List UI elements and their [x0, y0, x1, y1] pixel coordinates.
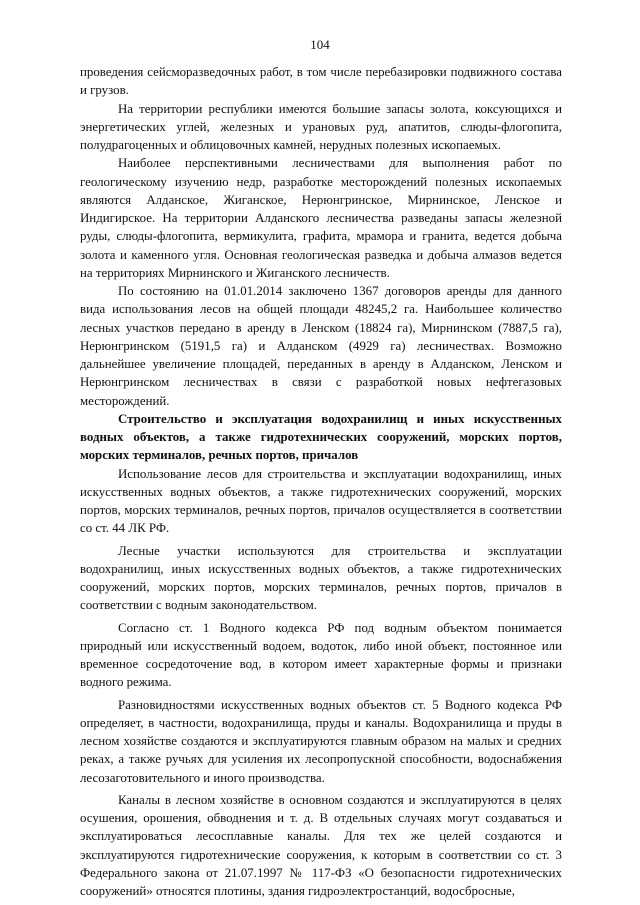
paragraph-water-code-art5: Разновидностями искусственных водных объектов ст. 5 Водного кодекса РФ определяет, в частности, водохранилища, пруды и каналы. Водохранилища и пруды в лесном хозяйстве создаются и эксплуатируются главным образом на малых и средних реках, а также ручьях для усиления их лесопропускной способности, водоснабжения лесозаготовительного и иного производства.	[80, 697, 562, 785]
paragraph-promising-forestries: Наиболее перспективными лесничествами для выполнения работ по геологическому изучению недр, разработке месторождений полезных ископаемых являются Алданское, Жиганское, Нерюнгринское, Мирнинское, Ленское и Индигирское. На территории Алданского лесничества разведаны запасы железной руды, слюды-флогопита, вермикулита, графита, мрамора и гранита, ведется добыча золота и каменного угля. Основная геологическая разведка и добыча алмазов ведется на территориях Мирнинского и Жиганского лесничеств.	[80, 156, 562, 280]
document-body	[80, 63, 562, 900]
paragraph-water-code-art1: Согласно ст. 1 Водного кодекса РФ под водным объектом понимается природный или искусственный водоем, водоток, либо иной объект, постоянное или временное сосредоточение вод, в котором имеет характерные формы и признаки водного режима.	[80, 620, 562, 690]
paragraph-mineral-resources: На территории республики имеются большие запасы золота, коксующихся и энергетических углей, железных и урановых руд, апатитов, слюды-флогопита, полудрагоценных и облицовочных камней, нерудных полезных ископаемых.	[80, 101, 562, 152]
section-heading-reservoirs: Строительство и эксплуатация водохранилищ и иных искусственных водных объектов, а также гидротехнических сооружений, морских портов, морских терминалов, речных портов, причалов	[80, 411, 562, 463]
paragraph-continuation: проведения сейсморазведочных работ, в том числе перебазировки подвижного состава и грузов.	[80, 65, 562, 98]
paragraph-forest-use-reservoirs: Использование лесов для строительства и эксплуатации водохранилищ, иных искусственных водных объектов, а также гидротехнических сооружений, морских портов, морских терминалов, речных портов, причалов осуществляется в соответствии со ст. 44 ЛК РФ.	[80, 466, 562, 536]
paragraph-canals: Каналы в лесном хозяйстве в основном создаются и эксплуатируются в целях осушения, орошения, обводнения и т. д. В отдельных случаях могут создаваться и эксплуатироваться лесосплавные каналы. Для тех же целей создаются и эксплуатируются гидротехнические сооружения, к которым в соответствии со ст. 3 Федерального закона от 21.07.1997 № 117-ФЗ «О безопасности гидротехнических сооружений» относятся плотины, здания гидроэлектростанций, водосбросные,	[80, 792, 562, 898]
paragraph-lease-statistics: По состоянию на 01.01.2014 заключено 1367 договоров аренды для данного вида использования лесов на общей площади 48245,2 га. Наибольшее количество лесных участков передано в аренду в Ленском (18824 га), Мирнинском (7887,5 га), Нерюнгринском (5191,5 га) и Алданском (4929 га) лесничествах. Возможно дальнейшее увеличение площадей, переданных в аренду в Алданском, Ленском и Нерюнгринском лесничествах в связи с разработкой новых нефтегазовых месторождений.	[80, 284, 562, 408]
page-number: 104	[310, 37, 330, 52]
paragraph-forest-plots: Лесные участки используются для строительства и эксплуатации водохранилищ, иных искусственных водных объектов, а также гидротехнических сооружений, морских портов, морских терминалов, речных портов, причалов в соответствии с водным законодательством.	[80, 543, 562, 613]
